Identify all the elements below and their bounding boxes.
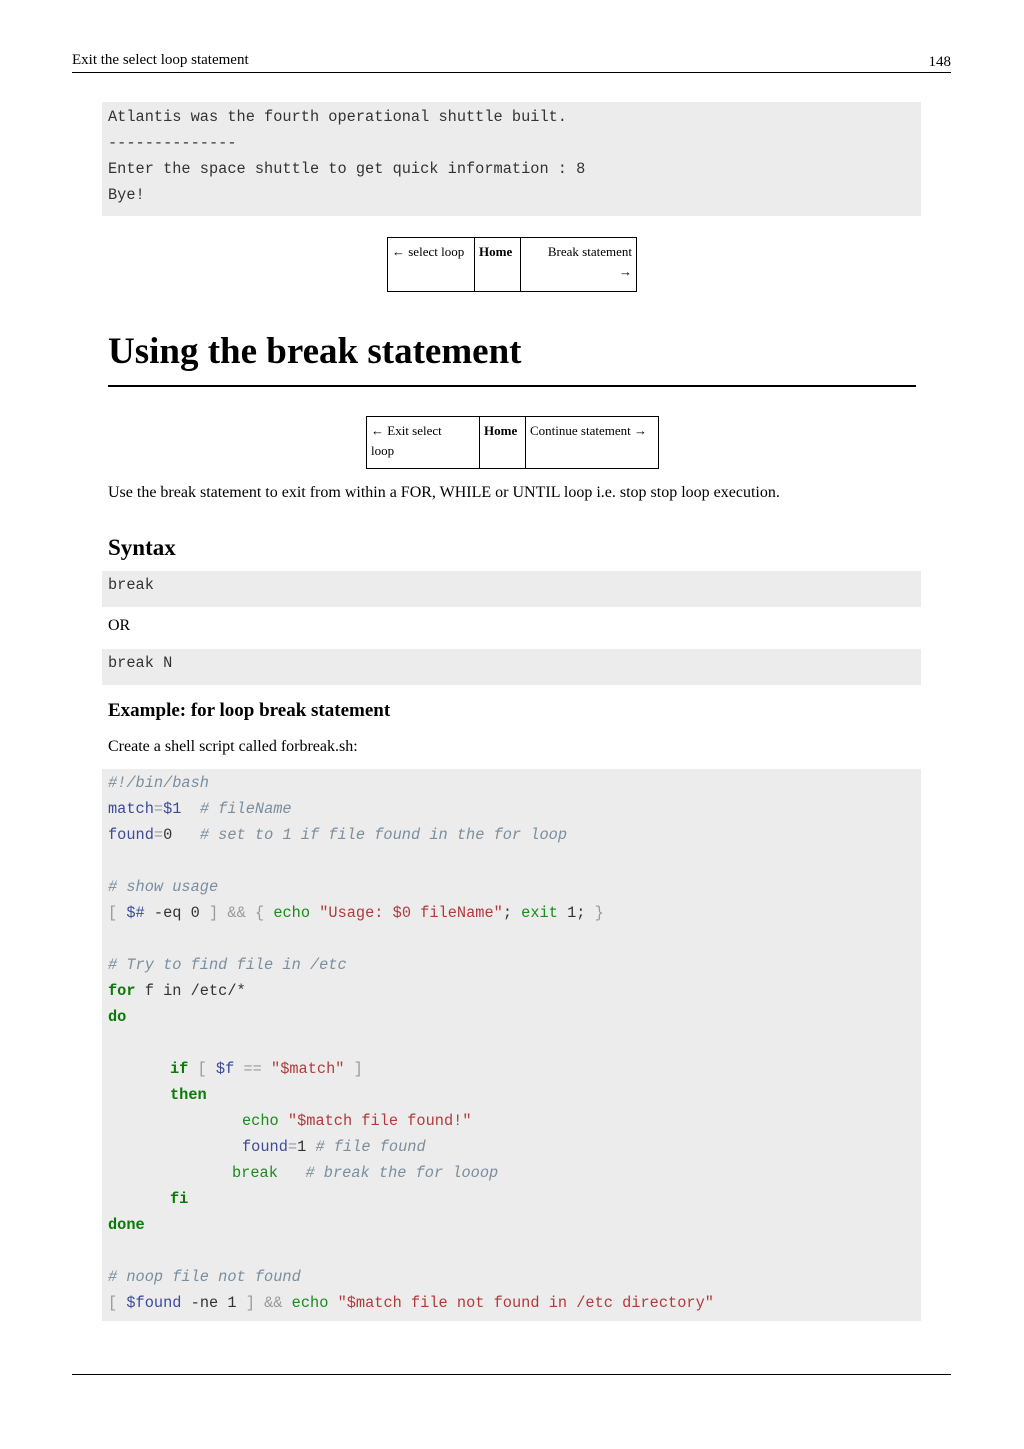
keyword: do <box>108 1008 127 1026</box>
page-number: 148 <box>928 54 951 70</box>
footer-rule <box>72 1374 951 1375</box>
code-line <box>108 1212 145 1238</box>
output-line: Atlantis was the fourth operational shuttle built. <box>108 108 567 126</box>
comment: # Try to find file in /etc <box>108 956 347 974</box>
running-header <box>72 50 951 73</box>
value: 1 <box>297 1138 307 1156</box>
code-line <box>108 1004 126 1030</box>
variable: $found <box>126 1294 182 1312</box>
variable: found <box>242 1138 288 1156</box>
syntax-code-block-with-level <box>102 649 921 685</box>
nav-home-link[interactable] <box>474 238 520 291</box>
code-line: break N <box>108 654 173 672</box>
keyword: fi <box>170 1190 189 1208</box>
nav-home-link[interactable] <box>479 417 525 468</box>
variable: $f <box>215 1060 235 1078</box>
example-intro: Create a shell script called forbreak.sh: <box>108 738 358 755</box>
comment: # fileName <box>199 800 292 818</box>
code-line <box>170 1082 207 1108</box>
nav-prev-link[interactable] <box>388 238 474 291</box>
keyword: done <box>108 1216 145 1234</box>
string: "Usage: $0 fileName" <box>319 904 503 922</box>
nav-next-link[interactable] <box>525 417 658 468</box>
keyword: then <box>170 1086 207 1104</box>
syntax-code-block <box>102 571 921 607</box>
program-output-block <box>102 102 921 216</box>
builtin: break <box>232 1164 278 1182</box>
comment: #!/bin/bash <box>108 774 209 792</box>
page-title: Using the break statement <box>108 331 522 372</box>
value: 1; <box>567 904 586 922</box>
nav-next-label: Continue statement → <box>530 423 647 438</box>
keyword: if <box>170 1060 189 1078</box>
string: "$match file found!" <box>287 1112 472 1130</box>
nav-home-label: Home <box>479 244 513 259</box>
string: "$match" <box>271 1060 345 1078</box>
output-line: Bye! <box>108 186 145 204</box>
variable: $# <box>126 904 145 922</box>
code-line <box>108 978 246 1004</box>
code-line <box>232 1160 498 1186</box>
output-line: Enter the space shuttle to get quick information : 8 <box>108 160 586 178</box>
nav-next-label: Break statement <box>547 244 632 259</box>
builtin: echo <box>273 904 311 922</box>
code-line: found=0 # set to 1 if file found in the for loop <box>108 826 568 844</box>
code-line <box>108 952 347 978</box>
builtin: exit <box>521 904 558 922</box>
code-line <box>108 770 209 796</box>
variable: found <box>108 826 154 844</box>
code-line <box>170 1186 188 1212</box>
code-line <box>242 1108 472 1134</box>
comment: # break the for looop <box>305 1164 499 1182</box>
code-line: match=$1 # fileName <box>108 800 292 818</box>
comment: # show usage <box>108 878 219 896</box>
arrow-right-icon: → <box>619 264 632 279</box>
title-underline <box>108 385 916 387</box>
running-header-title: Exit the select loop statement <box>72 52 249 68</box>
navigation-table-section <box>366 416 659 469</box>
output-line: -------------- <box>108 134 237 152</box>
code: f in /etc/* <box>144 982 246 1000</box>
code-line: if [ $f == "$match" ] <box>170 1060 363 1078</box>
code-line: [ $# -eq 0 ] && { echo "Usage: $0 fileName"; exit 1; } <box>108 904 604 922</box>
code-line: break <box>108 576 154 594</box>
code-line <box>108 874 218 900</box>
value: $1 <box>163 800 182 818</box>
nav-prev-label: ← Exit select <box>371 423 442 438</box>
code-line: found=1 # file found <box>242 1138 426 1156</box>
nav-prev-label-continued: loop <box>371 443 395 458</box>
operator: -ne 1 <box>190 1294 237 1312</box>
intro-paragraph: Use the break statement to exit from within a FOR, WHILE or UNTIL loop i.e. stop stop loop execution. <box>108 484 780 501</box>
value: 0 <box>163 826 173 844</box>
nav-home-label: Home <box>484 423 518 438</box>
navigation-table-previous-page <box>387 237 637 292</box>
script-code-block <box>102 769 921 1321</box>
code-line: [ $found -ne 1 ] && echo "$match file not found in /etc directory" <box>108 1294 714 1312</box>
comment: # file found <box>315 1138 426 1156</box>
syntax-heading: Syntax <box>108 535 176 560</box>
builtin: echo <box>242 1112 279 1130</box>
nav-next-link[interactable] <box>520 238 636 291</box>
example-heading: Example: for loop break statement <box>108 700 391 721</box>
operator: -eq 0 <box>153 904 200 922</box>
variable: match <box>108 800 154 818</box>
nav-prev-label: ← select loop <box>392 244 465 259</box>
builtin: echo <box>291 1294 329 1312</box>
keyword: for <box>108 982 136 1000</box>
string: "$match file not found in /etc directory" <box>337 1294 714 1312</box>
code-line <box>108 1264 301 1290</box>
operator: == <box>243 1060 262 1078</box>
comment: # set to 1 if file found in the for loop <box>199 826 568 844</box>
or-text: OR <box>108 617 131 634</box>
nav-prev-link[interactable] <box>367 417 479 468</box>
comment: # noop file not found <box>108 1268 301 1286</box>
